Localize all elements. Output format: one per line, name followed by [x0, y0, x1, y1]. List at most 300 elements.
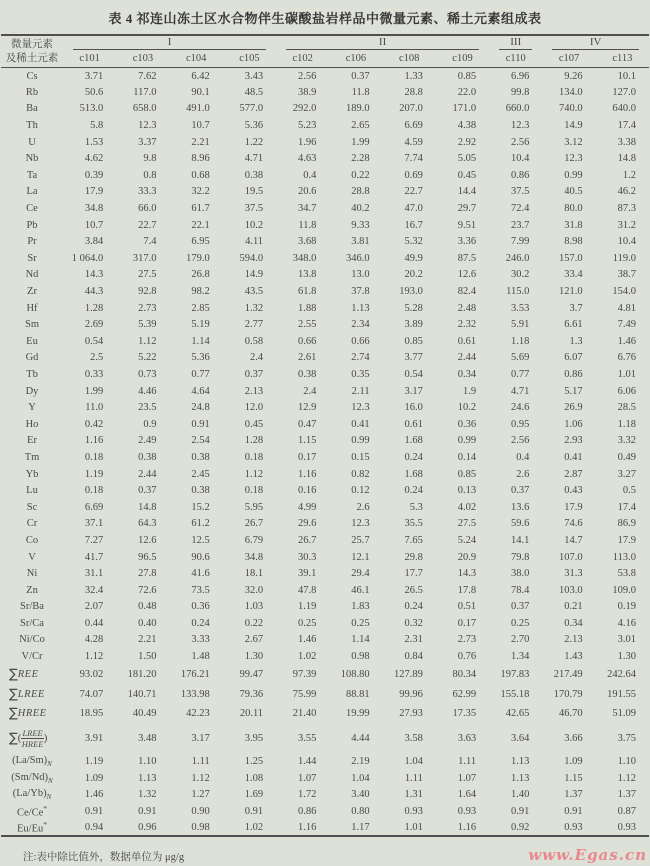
table-cell: 5.39 [138, 319, 157, 331]
group-header-2: II [276, 35, 489, 50]
table-cell: 7.65 [404, 534, 423, 546]
table-cell: 28.5 [617, 402, 636, 414]
table-cell: 1.02 [244, 822, 264, 834]
table-cell: 27.5 [457, 518, 477, 530]
table-cell: 0.85 [404, 335, 423, 347]
table-cell: 10.7 [191, 120, 210, 132]
table-cell: 3.48 [138, 732, 157, 744]
table-row [1, 582, 649, 599]
table-cell: 0.58 [244, 335, 264, 347]
table-cell: 0.73 [138, 368, 157, 380]
row-label: Tm [24, 451, 40, 463]
table-cell: 12.1 [351, 551, 370, 563]
table-cell: 74.07 [79, 688, 104, 700]
table-cell: 37.5 [244, 203, 264, 215]
row-header-line2: 及稀土元素 [5, 52, 59, 64]
table-cell: 1.50 [138, 651, 157, 663]
table-cell: 197.83 [500, 669, 530, 681]
table-cell: 17.9 [564, 501, 583, 513]
table-cell: 0.91 [84, 805, 104, 817]
table-cell: 1.07 [457, 772, 477, 784]
table-cell: 2.6 [356, 501, 370, 513]
table-cell: 2.19 [351, 756, 370, 768]
table-cell: 93.02 [79, 669, 104, 681]
table-cell: 3.68 [297, 236, 317, 248]
table-cell: 38.9 [297, 86, 317, 98]
table-cell: 4.44 [351, 732, 370, 744]
table-row [1, 134, 649, 151]
table-cell: 1.99 [84, 385, 104, 397]
table-cell: 0.24 [404, 451, 423, 463]
table-cell: 82.4 [457, 286, 477, 298]
table-cell: 292.0 [292, 103, 317, 115]
row-label: Tb [26, 368, 38, 380]
table-cell: 1.15 [297, 435, 317, 447]
table-cell: 0.84 [404, 651, 423, 663]
row-label: ∑HREE [9, 706, 47, 722]
table-cell: 6.06 [617, 385, 636, 397]
table-cell: 0.77 [511, 368, 530, 380]
table-cell: 1.28 [84, 302, 104, 314]
table-cell: 2.32 [457, 319, 477, 331]
table-cell: 48.5 [244, 86, 264, 98]
table-row [1, 549, 649, 566]
table-cell: 6.96 [511, 70, 530, 82]
table-cell: 0.54 [84, 335, 104, 347]
table-cell: 6.07 [564, 352, 583, 364]
table-row [1, 532, 649, 549]
row-label: Eu [26, 335, 38, 347]
table-cell: 2.69 [84, 319, 104, 331]
table-cell: 3.27 [617, 468, 636, 480]
table-cell: 0.9 [143, 418, 157, 430]
row-label: Zn [26, 584, 38, 596]
table-cell: 42.65 [505, 708, 530, 720]
table-cell: 12.3 [351, 518, 370, 530]
table-cell: 2.55 [297, 319, 317, 331]
table-cell: 1.18 [511, 335, 530, 347]
table-cell: 1.2 [622, 169, 636, 181]
table-cell: 79.8 [511, 551, 530, 563]
table-cell: 8.98 [564, 236, 583, 248]
row-label: Rb [25, 86, 39, 98]
row-label: Sr/Ca [20, 617, 44, 629]
table-cell: 17.9 [84, 186, 104, 198]
table-cell: 19.5 [244, 186, 264, 198]
table-cell: 594.0 [239, 252, 264, 264]
table-cell: 1.30 [617, 651, 636, 663]
table-cell: 7.49 [617, 319, 636, 331]
column-header-c109: c109 [436, 50, 489, 68]
table-cell: 3.55 [297, 732, 317, 744]
table-cell: 9.26 [564, 70, 583, 82]
table-cell: 2.31 [404, 634, 423, 646]
table-cell: 13.8 [297, 269, 317, 281]
table-cell: 3.01 [617, 634, 636, 646]
table-cell: 1.06 [564, 418, 583, 430]
table-cell: 3.53 [511, 302, 530, 314]
row-label: Gd [25, 352, 39, 364]
table-cell: 9.51 [457, 219, 477, 231]
table-cell: 1.46 [297, 634, 317, 646]
table-cell: 0.18 [84, 451, 104, 463]
table-cell: 1.37 [617, 789, 636, 801]
table-cell: 23.5 [138, 402, 157, 414]
table-cell: 14.4 [457, 186, 477, 198]
table-cell: 2.4 [303, 385, 317, 397]
table-cell: 31.1 [84, 568, 104, 580]
table-cell: 1.13 [351, 302, 370, 314]
row-label: Zr [27, 286, 37, 298]
table-cell: 0.91 [564, 805, 583, 817]
table-cell: 12.3 [564, 153, 583, 165]
table-cell: 2.45 [191, 468, 210, 480]
table-body [1, 68, 649, 837]
table-cell: 4.71 [511, 385, 530, 397]
table-cell: 1.16 [297, 822, 317, 834]
table-cell: 23.7 [511, 219, 530, 231]
table-cell: 1.48 [191, 651, 210, 663]
table-cell: 0.98 [351, 651, 370, 663]
table-cell: 12.9 [297, 402, 317, 414]
table-cell: 0.45 [244, 418, 264, 430]
table-cell: 40.2 [351, 203, 370, 215]
table-cell: 2.4 [249, 352, 264, 364]
table-cell: 10.4 [511, 153, 530, 165]
table-cell: 0.36 [191, 601, 210, 613]
table-cell: 117.0 [133, 86, 157, 98]
table-cell: 0.99 [457, 435, 477, 447]
table-row [1, 723, 649, 753]
table-cell: 2.85 [191, 302, 210, 314]
table-row [1, 250, 649, 267]
row-label: ∑LREE [9, 686, 45, 702]
table-cell: 660.0 [505, 103, 530, 115]
table-cell: 0.35 [351, 368, 370, 380]
table-cell: 0.80 [351, 805, 370, 817]
table-cell: 171.0 [452, 103, 477, 115]
row-label: Yb [25, 468, 39, 480]
table-cell: 191.55 [607, 688, 636, 700]
table-cell: 1.37 [564, 789, 583, 801]
table-cell: 113.0 [612, 551, 636, 563]
table-cell: 109.0 [612, 584, 636, 596]
table-cell: 3.95 [244, 732, 264, 744]
table-cell: 3.63 [457, 732, 477, 744]
table-cell: 1.72 [297, 789, 317, 801]
table-cell: 98.2 [191, 286, 210, 298]
row-label: Ta [26, 169, 38, 181]
table-cell: 1.46 [84, 789, 104, 801]
table-cell: 3.38 [617, 136, 636, 148]
table-cell: 1.18 [617, 418, 636, 430]
table-cell: 0.5 [622, 485, 636, 497]
table-cell: 2.13 [244, 385, 264, 397]
table-cell: 17.4 [617, 120, 636, 132]
table-row [1, 200, 649, 217]
table-cell: 10.2 [457, 402, 477, 414]
table-cell: 0.86 [297, 805, 317, 817]
table-cell: 72.6 [138, 584, 157, 596]
table-cell: 133.98 [180, 688, 210, 700]
table-row [1, 482, 649, 499]
table-cell: 16.7 [404, 219, 423, 231]
table-row [1, 117, 649, 134]
table-cell: 0.93 [404, 805, 423, 817]
table-cell: 0.92 [511, 822, 530, 834]
table-cell: 2.34 [351, 319, 370, 331]
table-cell: 658.0 [132, 103, 157, 115]
table-cell: 0.93 [617, 822, 636, 834]
table-row [1, 665, 649, 685]
table-cell: 0.40 [138, 617, 157, 629]
table-row [1, 300, 649, 317]
table-cell: 2.77 [244, 319, 264, 331]
table-cell: 0.36 [457, 418, 477, 430]
table-cell: 1.19 [84, 756, 104, 768]
table-cell: 155.18 [500, 688, 530, 700]
table-cell: 5.19 [191, 319, 210, 331]
table-cell: 3.89 [404, 319, 423, 331]
table-cell: 3.58 [404, 732, 423, 744]
table-cell: 0.4 [516, 451, 530, 463]
table-cell: 0.25 [351, 617, 370, 629]
table-cell: 1.16 [84, 435, 104, 447]
table-cell: 99.96 [399, 688, 423, 700]
table-cell: 61.2 [191, 518, 210, 530]
table-cell: 0.93 [457, 805, 477, 817]
table-cell: 13.6 [511, 501, 530, 513]
table-row [1, 184, 649, 201]
table-cell: 740.0 [559, 103, 583, 115]
row-label: Hf [26, 302, 38, 314]
table-cell: 1.46 [617, 335, 636, 347]
table-cell: 87.3 [617, 203, 636, 215]
table-cell: 29.7 [457, 203, 477, 215]
table-cell: 12.3 [511, 120, 530, 132]
table-cell: 0.14 [457, 451, 477, 463]
table-cell: 1.19 [84, 468, 104, 480]
table-cell: 0.43 [564, 485, 583, 497]
table-cell: 0.61 [404, 418, 423, 430]
table-cell: 1.83 [351, 601, 370, 613]
table-cell: 0.38 [297, 368, 317, 380]
table-cell: 4.71 [244, 153, 264, 165]
table-cell: 3.43 [244, 70, 264, 82]
table-cell: 62.99 [452, 688, 477, 700]
table-cell: 0.41 [564, 451, 583, 463]
table-cell: 179.0 [186, 252, 210, 264]
table-cell: 1.10 [138, 756, 157, 768]
table-cell: 5.28 [404, 302, 423, 314]
table-row [1, 167, 649, 184]
table-cell: 1.32 [244, 302, 264, 314]
table-cell: 3.17 [191, 732, 210, 744]
table-cell: 4.02 [457, 501, 477, 513]
row-label: Ce/Ce* [17, 804, 47, 819]
row-label: Sr [27, 252, 37, 264]
table-row [1, 787, 649, 804]
table-cell: 0.68 [191, 169, 210, 181]
table-cell: 47.0 [404, 203, 423, 215]
table-cell: 1.28 [244, 435, 264, 447]
table-cell: 1.11 [458, 756, 477, 768]
table-cell: 10.7 [84, 219, 104, 231]
table-cell: 0.76 [457, 651, 477, 663]
table-cell: 6.69 [84, 501, 104, 513]
table-cell: 92.8 [138, 286, 157, 298]
column-header-c101: c101 [63, 50, 116, 68]
table-cell: 1.07 [297, 772, 317, 784]
row-label: $(La/Yb)_N$ [12, 788, 52, 802]
group-header-1: I [63, 35, 276, 50]
table-cell: 2.5 [90, 352, 104, 364]
table-cell: 1.13 [511, 772, 530, 784]
table-cell: 1.53 [84, 136, 104, 148]
table-cell: 0.25 [511, 617, 530, 629]
table-cell: 61.8 [297, 286, 317, 298]
table-cell: 24.8 [191, 402, 210, 414]
table-cell: 73.5 [191, 584, 210, 596]
table-cell: 0.91 [191, 418, 210, 430]
table-cell: 20.9 [457, 551, 477, 563]
table-cell: 33.4 [564, 269, 583, 281]
table-cell: 2.70 [511, 634, 530, 646]
row-label: Pb [26, 219, 38, 231]
row-label: Sc [26, 501, 38, 513]
table-cell: 0.85 [457, 468, 477, 480]
table-cell: 28.8 [404, 86, 423, 98]
table-cell: 27.93 [399, 708, 423, 720]
table-cell: 2.11 [351, 385, 370, 397]
table-row [1, 283, 649, 300]
table-cell: 34.8 [84, 203, 104, 215]
table-cell: 18.1 [244, 568, 264, 580]
table-cell: 0.48 [138, 601, 157, 613]
table-row [1, 267, 649, 284]
table-cell: 0.54 [404, 368, 423, 380]
table-cell: 2.44 [457, 352, 477, 364]
table-cell: 32.2 [191, 186, 210, 198]
table-cell: 5.36 [191, 352, 210, 364]
row-label: Sm [24, 319, 39, 331]
table-cell: 140.71 [127, 688, 157, 700]
table-cell: 1.68 [404, 435, 423, 447]
table-cell: 37.1 [84, 518, 104, 530]
table-cell: 4.81 [617, 302, 636, 314]
table-cell: 3.32 [617, 435, 636, 447]
table-row [1, 333, 649, 350]
table-cell: 49.9 [404, 252, 423, 264]
table-cell: 0.66 [351, 335, 370, 347]
table-cell: 1.14 [351, 634, 370, 646]
table-row [1, 84, 649, 101]
row-label: Dy [25, 385, 39, 397]
data-table [1, 34, 649, 837]
table-cell: 4.63 [297, 153, 317, 165]
table-cell: 0.24 [404, 485, 423, 497]
table-cell: 193.0 [399, 286, 423, 298]
table-cell: 9.33 [351, 219, 370, 231]
table-cell: 2.21 [138, 634, 157, 646]
table-cell: 2.54 [191, 435, 210, 447]
table-cell: 90.1 [191, 86, 210, 98]
table-cell: 1.01 [617, 368, 636, 380]
table-cell: 577.0 [239, 103, 264, 115]
table-cell: 1.22 [244, 136, 264, 148]
table-cell: 0.86 [511, 169, 530, 181]
table-cell: 86.9 [617, 518, 636, 530]
table-cell: 17.35 [452, 708, 477, 720]
table-cell: 103.0 [559, 584, 583, 596]
table-cell: 1.16 [457, 822, 477, 834]
table-cell: 1.03 [244, 601, 264, 613]
table-cell: 2.6 [516, 468, 530, 480]
table-cell: 0.17 [297, 451, 317, 463]
table-cell: 0.34 [564, 617, 583, 629]
table-header [1, 35, 649, 68]
table-cell: 14.9 [244, 269, 264, 281]
table-cell: 40.5 [564, 186, 583, 198]
table-cell: 0.22 [351, 169, 370, 181]
table-cell: 0.4 [303, 169, 317, 181]
table-cell: 0.99 [351, 435, 370, 447]
table-cell: 207.0 [399, 103, 423, 115]
table-note: 注:表中除比值外，数据单位为 μg/g [23, 852, 185, 864]
table-cell: 7.4 [143, 236, 157, 248]
table-cell: 10.4 [617, 236, 636, 248]
column-header-c104: c104 [170, 50, 223, 68]
table-cell: 0.32 [404, 617, 423, 629]
table-cell: 0.38 [138, 451, 157, 463]
table-cell: 0.91 [244, 805, 264, 817]
table-cell: 1.96 [297, 136, 317, 148]
table-cell: 1.14 [191, 335, 210, 347]
table-cell: 513.0 [79, 103, 104, 115]
table-cell: 115.0 [506, 286, 530, 298]
table-cell: 12.3 [351, 402, 370, 414]
table-cell: 1.19 [297, 601, 317, 613]
table-cell: 0.38 [191, 451, 210, 463]
table-cell: 2.07 [84, 601, 104, 613]
table-cell: 14.8 [138, 501, 157, 513]
row-label: Cs [26, 70, 38, 82]
row-label: $(Sm/Nd)_N$ [11, 771, 53, 785]
table-cell: 17.8 [457, 584, 477, 596]
table-cell: 4.11 [245, 236, 264, 248]
table-cell: 1.64 [457, 789, 477, 801]
table-cell: 53.8 [617, 568, 636, 580]
table-cell: 0.93 [564, 822, 583, 834]
table-cell: 0.85 [457, 70, 477, 82]
table-cell: 22.1 [191, 219, 210, 231]
table-cell: 38.7 [617, 269, 636, 281]
table-cell: 6.95 [191, 236, 210, 248]
table-cell: 1.68 [404, 468, 423, 480]
table-row [1, 803, 649, 820]
table-cell: 32.4 [84, 584, 104, 596]
table-cell: 4.59 [404, 136, 423, 148]
table-cell: 0.45 [457, 169, 477, 181]
row-header-cell [1, 35, 63, 68]
table-cell: 0.17 [457, 617, 477, 629]
table-cell: 16.0 [404, 402, 423, 414]
table-cell: 107.0 [559, 551, 583, 563]
table-cell: 6.69 [404, 120, 423, 132]
table-cell: 157.0 [559, 252, 583, 264]
table-cell: 14.1 [511, 534, 530, 546]
table-row [1, 433, 649, 450]
